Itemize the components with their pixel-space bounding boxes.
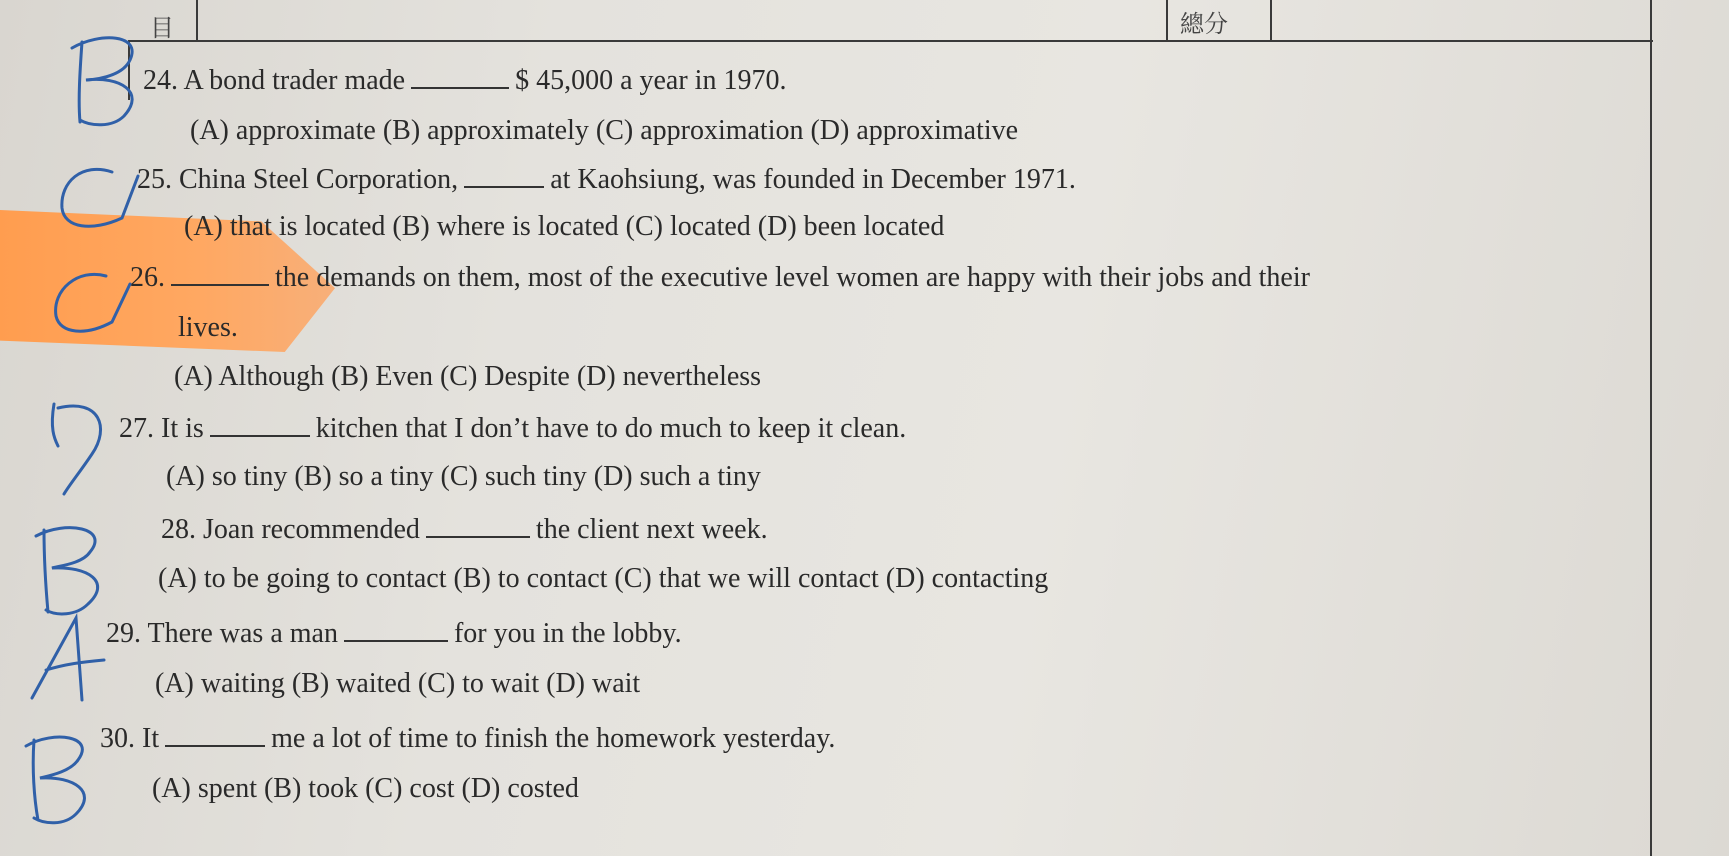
- question-24: [143, 65, 786, 95]
- answer-blank: [426, 514, 530, 538]
- question-27: [119, 413, 906, 443]
- answer-blank: [171, 262, 269, 286]
- box-right-border: [1650, 40, 1652, 856]
- header-left-char: 目: [150, 16, 174, 42]
- handwritten-answer-26: [48, 268, 138, 348]
- answer-blank: [165, 723, 265, 747]
- options-28: (A) to be going to contact (B) to contact (C) that we will contact (D) contacting: [158, 563, 1049, 594]
- answer-blank: [464, 164, 544, 188]
- question-number: 27.: [119, 413, 154, 444]
- question-text-pre: It: [142, 723, 160, 754]
- question-text-post: the client next week.: [535, 514, 768, 545]
- handwritten-answer-29: [26, 612, 116, 702]
- question-29: [106, 618, 682, 648]
- handwritten-answer-25: [52, 162, 142, 242]
- total-score-label: 總分: [1180, 12, 1228, 38]
- question-text-pre: It is: [161, 413, 204, 444]
- options-30: (A) spent (B) took (C) cost (D) costed: [152, 773, 579, 804]
- question-text-post: $ 45,000 a year in 1970.: [515, 65, 787, 96]
- handwritten-answer-27: [40, 398, 110, 498]
- answer-blank: [411, 65, 509, 89]
- question-number: 30.: [100, 723, 135, 754]
- handwritten-answer-30: [14, 728, 104, 828]
- question-text-post: for you in the lobby.: [453, 618, 682, 649]
- question-text-post: at Kaohsiung, was founded in December 1971.: [550, 164, 1076, 195]
- handwritten-answer-24: [60, 30, 150, 130]
- options-25: (A) that is located (B) where is located (C) located (D) been located: [184, 211, 945, 242]
- header-divider-left: [196, 0, 198, 40]
- question-text-post: the demands on them, most of the executive level women are happy with their jobs and their: [275, 262, 1310, 293]
- options-29: (A) waiting (B) waited (C) to wait (D) wait: [155, 668, 641, 699]
- answer-blank: [210, 413, 310, 437]
- options-26: (A) Although (B) Even (C) Despite (D) nevertheless: [174, 361, 762, 392]
- options-27: (A) so tiny (B) so a tiny (C) such tiny (D) such a tiny: [166, 461, 761, 492]
- question-text-pre: A bond trader made: [183, 65, 406, 96]
- question-number: 28.: [161, 514, 196, 545]
- question-number: 24.: [143, 65, 178, 96]
- question-text-post: kitchen that I don’t have to do much to keep it clean.: [315, 413, 907, 444]
- question-text-pre: China Steel Corporation,: [179, 164, 459, 195]
- question-number: 29.: [106, 618, 141, 649]
- question-text-pre: There was a man: [147, 618, 338, 649]
- header-divider-right: [1270, 0, 1272, 40]
- question-number: 26.: [130, 262, 165, 293]
- header-bottom-rule: [128, 40, 1653, 42]
- header-divider-far: [1650, 0, 1652, 40]
- options-24: (A) approximate (B) approximately (C) approximation (D) approximative: [190, 115, 1019, 146]
- header-divider-mid: [1166, 0, 1168, 40]
- handwritten-answer-28: [26, 520, 116, 620]
- question-26-continuation: lives.: [178, 312, 238, 343]
- question-25: [137, 164, 1076, 194]
- question-26: [130, 262, 1310, 292]
- question-number: 25.: [137, 164, 172, 195]
- answer-blank: [344, 618, 448, 642]
- question-text-post: me a lot of time to finish the homework yesterday.: [271, 723, 836, 754]
- question-text-pre: Joan recommended: [203, 514, 420, 545]
- question-30: [100, 723, 835, 753]
- question-28: [161, 514, 768, 544]
